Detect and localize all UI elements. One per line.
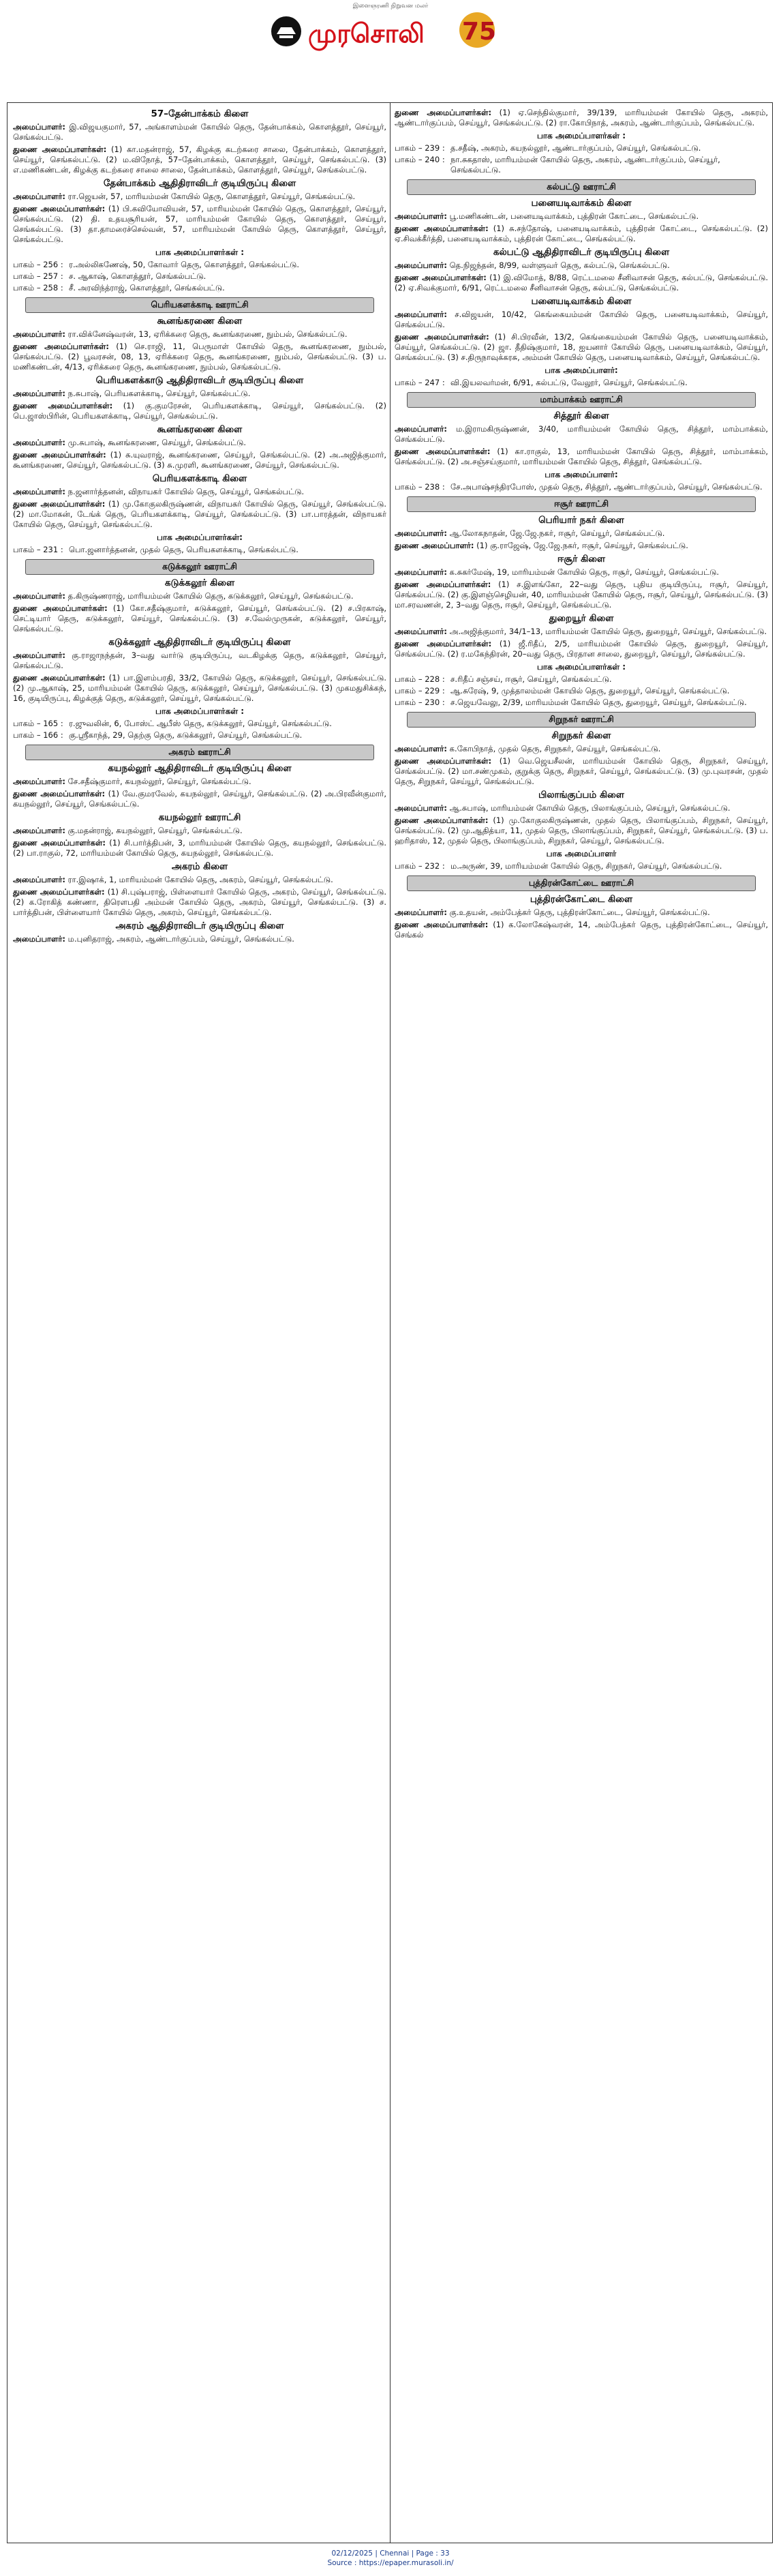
role-label: அமைப்பாளர்: — [13, 777, 66, 786]
entry-text: (1) கா.மதன்ராஜ், 57, கிழக்கு கடற்கரை சாலை, தேன்பாக்கம், கொளத்தூர், செய்யூர், செங்கல்பட்டு. (2) ம.விநோத், 57–தேன்பாக்கம், கொளத்தூர், செய்யூர், செங்கல்பட்டு. (3) எ.மணிகண்டன், கிழக்கு கடற்கரை சாலை சாலை, தேன்பாக்கம், கொளத்தூர், செய்யூர், செங்கல்பட்டு. — [13, 145, 386, 175]
appointment-entry — [395, 447, 768, 467]
role-label: அமைப்பாளர்: — [395, 310, 448, 319]
booth-entry — [13, 730, 386, 740]
role-label: துணை அமைப்பாளர்கள்: — [13, 887, 105, 897]
entry-text: (1) க.லோகேஷ்வரன், 14, அம்பேத்கர் தெரு, புத்திரன்கோட்டை, செய்யூர், செங்கல் — [395, 920, 769, 940]
entry-text: (1) கோ.சதீஷ்குமார், கடுக்கலூர், செய்யூர், செங்கல்பட்டு. (2) ச.பிரகாஷ், செட்டியார் தெரு, கடுக்கலூர், செய்யூர், செங்கல்பட்டு. (3) ச.வேல்முருகன், கடுக்கலூர், செய்யூர், செங்கல்பட்டு. — [13, 603, 386, 633]
role-label: துணை அமைப்பாளர்கள்: — [395, 224, 489, 233]
appointment-entry — [13, 342, 386, 372]
role-label: அமைப்பாளர்: — [395, 803, 448, 813]
branch-heading: கடுக்கலூர் ஆதிதிராவிடர் குடியிருப்பு கிளை — [108, 637, 291, 648]
entry-text: (1) கு.குமரேசன், பெரியகளக்காடி, செய்யூர், செங்கல்பட்டு. (2) பெ.ஜாஸ்பிரின், பெரியகளக்காடி, செய்யூர், செங்கல்பட்டு. — [13, 401, 386, 421]
entry-text: (1) சு.சந்தோஷ், பனையடிவாக்கம், புத்திரன் கோட்டை, செங்கல்பட்டு. (2) ஏ.சிவக்கீர்த்தி, பனையடிவாக்கம், புத்திரன் கோட்டை, செங்கல்பட்டு. — [395, 224, 768, 243]
booth-entry — [395, 698, 768, 708]
booth-number: பாகம் – 247 : — [395, 378, 445, 387]
appointment-entry — [13, 777, 386, 787]
appointment-entry — [395, 815, 768, 846]
booth-person: ர.அல்லிகணேஷ், 50, கோவார் தெரு, கொளத்தூர், செங்கல்பட்டு. — [69, 260, 300, 269]
appointment-entry — [395, 224, 768, 244]
booth-number: பாகம் – 238 : — [395, 482, 445, 492]
role-label: அமைப்பாளர்: — [13, 875, 66, 884]
booth-subheading: பாக அமைப்பாளர்: — [545, 470, 618, 479]
booth-person: ஆ.சுரேஷ், 9, முத்தாலம்மன் கோயில் தெரு, துறையூர், செய்யூர், செங்கல்பட்டு. — [450, 686, 730, 695]
booth-number: பாகம் – 256 : — [13, 260, 63, 269]
appointment-entry — [395, 332, 768, 363]
booth-subheading: பாக அமைப்பாளர் — [546, 849, 617, 858]
appointment-entry — [13, 329, 386, 340]
role-label: அமைப்பாளர்: — [395, 627, 448, 636]
branch-heading: கயநல்லூர் ஆதிதிராவிடர் குடியிருப்பு கிளை — [108, 763, 292, 774]
appointment-entry — [13, 204, 386, 245]
entry-text: கு.மதன்ராஜ், கயநல்லூர், செய்யூர், செங்கல்பட்டு. — [65, 826, 243, 835]
booth-number: பாகம் – 230 : — [395, 698, 445, 707]
role-label: அமைப்பாளர்: — [395, 567, 448, 577]
entry-text: அ.அஜித்குமார், 34/1–13, மாரியம்மன் கோயில் தெரு, துறையூர், செய்யூர், செங்கல்பட்டு. — [447, 627, 767, 636]
booth-person: கு.ஸ்ரீகாந்த், 29, தெற்கு தெரு, கடுக்கலூர், செய்யூர், செங்கல்பட்டு. — [69, 730, 303, 740]
role-label: துணை அமைப்பாளர்கள்: — [13, 603, 108, 613]
panchayat-banner: அகரம் ஊராட்சி — [25, 745, 374, 760]
entry-text: சே.சதீஷ்குமார், கயநல்லூர், செய்யூர், செங்கல்பட்டு. — [65, 777, 251, 786]
booth-number: பாகம் – 166 : — [13, 730, 63, 740]
role-label: துணை அமைப்பாளர்கள்: — [395, 447, 491, 456]
appointment-entry — [13, 438, 386, 448]
booth-entry — [395, 674, 768, 685]
branch-heading: சிறுநகர் கிளை — [551, 730, 611, 741]
footer-source-line: Source : https://epaper.murasoli.in/ — [327, 2559, 454, 2567]
booth-number: பாகம் – 229 : — [395, 686, 445, 695]
appointment-entry — [13, 401, 386, 421]
murasoli-logo — [225, 7, 552, 53]
branch-heading: கடுக்கலூர் கிளை — [164, 578, 235, 588]
entry-text: ந.சுபாஷ், பெரியகளக்காடி, செய்யூர், செங்கல்பட்டு. — [65, 389, 251, 398]
booth-entry — [13, 719, 386, 729]
appointment-entry — [13, 887, 386, 918]
appointment-entry — [395, 211, 768, 222]
appointment-entry — [13, 122, 386, 143]
role-label: துணை அமைப்பாளர்கள்: — [13, 401, 113, 410]
entry-text: (1) சி.பிரவீன், 13/2, கெங்கையம்மன் கோயில் தெரு, பனையடிவாக்கம், செய்யூர், செங்கல்பட்டு. (2) ஜா. தீதிஷ்குமார், 18, ஐயனார் கோயில் தெரு, பனையடிவாக்கம், செய்யூர், செங்கல்பட்டு. (3) ச.திருநாவுக்கரசு, அம்மன் கோயில் தெரு, பனையடிவாக்கம், செய்யூர், செங்கல்பட்டு. — [395, 332, 768, 362]
branch-heading: பெரியகளக்காடு ஆதிதிராவிடர் குடியிருப்பு கிளை — [95, 375, 304, 386]
role-label: துணை அமைப்பாளர்கள்: — [13, 789, 106, 798]
branch-heading: கல்பட்டு ஆதிதிராவிடர் குடியிருப்பு கிளை — [493, 247, 670, 258]
role-label: அமைப்பாளர்: — [13, 826, 66, 835]
role-label: அமைப்பாளர்: — [395, 528, 448, 538]
booth-number: பாகம் – 228 : — [395, 674, 445, 684]
panchayat-banner: மாம்பாக்கம் ஊராட்சி — [407, 392, 756, 408]
masthead-tagline: இளைஞரணி நிறுவன மலர் — [352, 3, 429, 10]
appointment-entry — [395, 310, 768, 330]
page-footer — [0, 2549, 781, 2568]
entry-text: (1) இ.விமோத், 8/88, ரெட்டமலை சீனிவாசன் தெரு, கல்பட்டு, செங்கல்பட்டு. (2) ஏ.சிவக்குமார், 6/91, ரெட்டமலை சீனிவாசன் தெரு, கல்பட்டு, செங்கல்பட்டு. — [395, 273, 768, 293]
appointment-entry — [13, 673, 386, 704]
branch-heading: தேன்பாக்கம் ஆதிதிராவிடர் குடியிருப்பு கிளை — [103, 178, 296, 189]
entry-text: ம.இராமகிருஷ்ணன், 3/40, மாரியம்மன் கோயில் தெரு, சித்தூர், மாம்பாக்கம், செங்கல்பட்டு. — [395, 424, 768, 444]
entry-text: மு.சுபாஷ், கூனங்கரணை, செய்யூர், செங்கல்பட்டு. — [65, 438, 247, 447]
appointment-entry — [13, 838, 386, 858]
appointment-entry — [13, 826, 386, 836]
entry-text: கு.உதயன், அம்பேத்கர் தெரு, புத்திரன்கோட்டை, செய்யூர், செங்கல்பட்டு. — [447, 908, 710, 917]
role-label: அமைப்பாளர்: — [395, 908, 448, 917]
article-box — [7, 102, 773, 2543]
entry-text: (1) பி.கவியோவியன், 57, மாரியம்மன் கோயில் தெரு, கொளத்தூர், செய்யூர், செங்கல்பட்டு. (2) தி. உதயசூரியன், 57, மாரியம்மன் கோயில் தெரு, கொளத்தூர், செய்யூர், செங்கல்பட்டு. (3) தா.தாமரைச்செல்வன், 57, மாரியம்மன் கோயில் தெரு, கொளத்தூர், செய்யூர், செங்கல்பட்டு. — [13, 204, 387, 244]
role-label: அமைப்பாளர்: — [13, 934, 66, 944]
booth-subheading: பாக அமைப்பாளர்கள் : — [536, 662, 626, 672]
entry-text: ம.புனிதராஜ், அகரம், ஆண்டார்குப்பம், செய்யூர், செங்கல்பட்டு. — [65, 934, 294, 944]
appointment-entry — [395, 908, 768, 918]
appointment-entry — [13, 192, 386, 202]
right-column — [395, 106, 768, 942]
entry-text: (1) கா.ராகுல், 13, மாரியம்மன் கோயில் தெரு, சித்தூர், மாம்பாக்கம், செங்கல்பட்டு. (2) அ.சஞ்சய்குமார், மாரியம்மன் கோயில் தெரு, சித்தூர், செங்கல்பட்டு. — [395, 447, 768, 466]
entry-text: ஆ.சுபாஷ், மாரியம்மன் கோயில் தெரு, பிலாங்குப்பம், செய்யூர், செங்கல்பட்டு. — [447, 803, 731, 813]
branch-heading: பனையடிவாக்கம் கிளை — [531, 198, 632, 209]
role-label: அமைப்பாளர்: — [13, 122, 66, 132]
booth-subheading: பாக அமைப்பாளர்கள் : — [155, 248, 245, 257]
booth-subheading: பாக அமைப்பாளர்: — [545, 365, 618, 375]
booth-number: பாகம் – 165 : — [13, 719, 63, 728]
panchayat-banner: கடுக்கலூர் ஊராட்சி — [25, 559, 374, 575]
appointment-entry — [13, 934, 386, 944]
role-label: அமைப்பாளர்: — [395, 260, 448, 270]
booth-person: ச.ரிதீப் சஞ்சய், ஈசூர், செய்யூர், செங்கல்பட்டு. — [450, 674, 612, 684]
entry-text: கு.ராஜாநந்தன், 3–வது வார்டு குடியிருப்பு, வடகிழக்கு தெரு, கடுக்கலூர், செய்யூர், செங்கல்பட்டு. — [13, 650, 386, 670]
booth-number: பாகம் – 257 : — [13, 271, 63, 281]
appointment-entry — [395, 639, 768, 659]
role-label: துணை அமைப்பாளர்: — [395, 541, 474, 550]
entry-text: க.சுகர்மேஷ், 19, மாரியம்மன் கோயில் தெரு, ஈசூர், செய்யூர், செங்கல்பட்டு. — [447, 567, 720, 577]
panchayat-banner: சிறுநகர் ஊராட்சி — [407, 712, 756, 728]
entry-text: (1) கு.ராஜேஷ், ஜே.ஜே.நகர், ஈசூர், செய்யூர், செங்கல்பட்டு. — [474, 541, 688, 550]
role-label: துணை அமைப்பாளர்கள்: — [13, 673, 106, 683]
role-label: துணை அமைப்பாளர்கள்: — [13, 145, 107, 154]
branch-heading: துறையூர் கிளை — [549, 613, 614, 624]
booth-entry — [395, 861, 768, 871]
role-label: துணை அமைப்பாளர்கள்: — [13, 838, 106, 848]
entry-text: இ.விஜயகுமார், 57, அங்காளம்மன் கோயில் தெரு, தேன்பாக்கம், கொளத்தூர், செய்யூர், செங்கல்பட்டு. — [13, 122, 386, 142]
entry-text: ஆ.லோகநாதன், ஜே.ஜே.நகர், ஈசூர், செய்யூர், செங்கல்பட்டு. — [447, 528, 665, 538]
entry-text: (1) வே.குமரவேல், கயநல்லூர், செய்யூர், செங்கல்பட்டு. (2) அ.பிரவீன்குமார், கயநல்லூர், செய்யூர், செங்கல்பட்டு. — [13, 789, 387, 809]
appointment-entry — [13, 145, 386, 175]
entry-text: (1) ஏ.செந்தில்குமார், 39/139, மாரியம்மன் கோயில் தெரு, அகரம், ஆண்டார்குப்பம், செய்யூர், செங்கல்பட்டு. (2) ரா.கோபிநாத், அகரம், ஆண்டார்குப்பம், செங்கல்பட்டு. — [395, 108, 768, 128]
booth-entry — [395, 143, 768, 153]
entry-text: ச.விஜயன், 10/42, கெங்கையம்மன் கோயில் தெரு, பனையடிவாக்கம், செய்யூர், செங்கல்பட்டு. — [395, 310, 768, 329]
entry-text: பூ.மணிகண்டன், பனையடிவாக்கம், புத்திரன் கோட்டை, செங்கல்பட்டு. — [447, 211, 699, 221]
role-label: அமைப்பாளர்: — [13, 389, 66, 398]
appointment-entry — [13, 650, 386, 671]
branch-heading: 57–தேன்பாக்கம் கிளை — [151, 108, 249, 119]
appointment-entry — [395, 273, 768, 293]
role-label: அமைப்பாளர்: — [13, 438, 66, 447]
entry-text: (1) சி.புஷ்பராஜ், பிள்ளையார் கோயில் தெரு, அகரம், செய்யூர், செங்கல்பட்டு. (2) க.ரோகித் கண்ணா, திரௌபதி அம்மன் கோயில் தெரு, அகரம், செய்யூர், செங்கல்பட்டு. (3) ச. பார்த்திபன், பிள்ளையார் கோயில் தெரு, அகரம், செய்யூர், செங்கல்பட்டு. — [13, 887, 387, 917]
booth-entry — [395, 155, 768, 175]
entry-text: ரா.இஷாக், 1, மாரியம்மன் கோயில் தெரு, அகரம், செய்யூர், செங்கல்பட்டு. — [65, 875, 333, 884]
role-label: துணை அமைப்பாளர்கள்: — [13, 450, 106, 460]
role-label: அமைப்பாளர்: — [13, 591, 66, 601]
booth-person: சே.அபாஷ்சந்திரபோஸ், முதல் தெரு, சித்தூர், ஆண்டார்குப்பம், செய்யூர், செங்கல்பட்டு. — [450, 482, 763, 492]
role-label: அமைப்பாளர்: — [395, 744, 448, 753]
booth-person: ச.ஜெயவேலு, 2/39, மாரியம்மன் கோயில் தெரு, துறையூர், செய்யூர், செங்கல்பட்டு. — [450, 698, 747, 707]
appointment-entry — [395, 567, 768, 578]
booth-entry — [13, 271, 386, 282]
role-label: துணை அமைப்பாளர்கள்: — [13, 499, 106, 509]
entry-text: (1) செ.ராஜி, 11, பெருமாள் கோயில் தெரு, கூனங்கரணை, நும்பல், செங்கல்பட்டு. (2) பூவரசன், 08, 13, ஏரிக்கரை தெரு, கூனங்கரணை, நும்பல், செங்கல்பட்டு. (3) ப. மணிகண்டன், 4/13, ஏரிக்கரை தெரு, கூனங்கரணை, நும்பல், செங்கல்பட்டு. — [13, 342, 386, 372]
booth-person: த.சதீஷ், அகரம், கயநல்லூர், ஆண்டார்குப்பம், செய்யூர், செங்கல்பட்டு. — [450, 143, 701, 153]
appointment-entry — [395, 260, 768, 271]
appointment-entry — [13, 875, 386, 885]
booth-subheading: பாக அமைப்பாளர்கள் : — [536, 131, 626, 140]
branch-heading: பெரியார் நகர் கிளை — [538, 515, 624, 526]
branch-heading: கூனங்கரணை கிளை — [157, 316, 243, 327]
booth-person: பொ.ஜனார்த்தனன், முதல் தெரு, பெரியகளக்காடி, செங்கல்பட்டு. — [69, 545, 298, 554]
entry-text: (1) ஜீ.ரிதீப், 2/5, மாரியம்மன் கோயில் தெரு, துறையூர், செய்யூர், செங்கல்பட்டு. (2) ர.மகேந்திரன், 20–வது தெரு, பிரதான சாலை, துறையூர், செய்யூர், செங்கல்பட்டு. — [395, 639, 768, 659]
appointment-entry — [395, 744, 768, 754]
role-label: துணை அமைப்பாளர்கள்: — [13, 204, 106, 213]
branch-heading: பிலாங்குப்பம் கிளை — [538, 790, 624, 800]
booth-number: பாகம் – 239 : — [395, 143, 445, 153]
branch-heading: பனையடிவாக்கம் கிளை — [531, 296, 632, 307]
entry-text: ரா.விக்னேஷ்வரன், 13, ஏரிக்கரை தெரு, கூனங்கரணை, நும்பல், செங்கல்பட்டு. — [65, 329, 348, 339]
role-label: துணை அமைப்பாளர்கள்: — [395, 273, 487, 282]
panchayat-banner: பெரியகளக்காடி ஊராட்சி — [25, 297, 374, 313]
booth-person: நா.சுகதாஸ், மாரியம்மன் கோயில் தெரு, அகரம், ஆண்டார்குப்பம், செய்யூர், செங்கல்பட்டு. — [450, 155, 720, 175]
role-label: அமைப்பாளர்: — [395, 424, 448, 434]
appointment-entry — [395, 108, 768, 128]
booth-person: ம.அருண், 39, மாரியம்மன் கோயில் தெரு, சிறுநகர், செய்யூர், செங்கல்பட்டு. — [450, 861, 722, 871]
appointment-entry — [395, 580, 768, 610]
entry-text: (1) சி.பார்த்திபன், 3, மாரியம்மன் கோயில் தெரு, கயநல்லூர், செங்கல்பட்டு. (2) பா.ராகுல், 72, மாரியம்மன் கோயில் தெரு, கயநல்லூர், செங்கல்பட்டு. — [13, 838, 387, 858]
entry-text: (1) சு.யுவராஜ், கூனங்கரணை, செய்யூர், செங்கல்பட்டு. (2) அ.அஜித்குமார், கூனங்கரணை, செய்யூர், செங்கல்பட்டு. (3) சு.முரளி, கூனங்கரணை, செய்யூர், செங்கல்பட்டு. — [13, 450, 386, 470]
branch-heading: அகரம் கிளை — [171, 861, 228, 872]
entry-text: (1) பா.இளம்பரதி, 33/2, கோயில் தெரு, கடுக்கலூர், செய்யூர், செங்கல்பட்டு. (2) மு.ஆகாஷ், 25, மாரியம்மன் கோயில் தெரு, கடுக்கலூர், செய்யூர், செங்கல்பட்டு. (3) முகமதுசிக்கந், 16, குடியிருப்பு, கிழக்குத் தெரு, கடுக்கலூர், செய்யூர், செங்கல்பட்டு. — [13, 673, 387, 703]
booth-entry — [395, 482, 768, 492]
entry-text: (1) ச.இளங்கோ, 22–வது தெரு, புதிய குடியிருப்பு, ஈசூர், செய்யூர், செங்கல்பட்டு. (2) கு.இளஞ்செழியன், 40, மாரியம்மன் கோயில் தெரு, ஈசூர், செய்யூர், செங்கல்பட்டு. (3) மா.சரவணன், 2, 3–வது தெரு, ஈசூர், செய்யூர், செங்கல்பட்டு. — [395, 580, 768, 610]
panchayat-banner: புத்திரன்கோட்டை ஊராட்சி — [407, 875, 756, 891]
anniversary-badge: 75 — [462, 18, 497, 46]
role-label: அமைப்பாளர்: — [13, 487, 66, 496]
entry-text: (1) மு.கோகுலகிருஷ்ணன், விநாயகர் கோயில் தெரு, செய்யூர், செங்கல்பட்டு. (2) மா.மோகன், டேங்க் தெரு, பெரியகளக்காடி, செய்யூர், செங்கல்பட்டு. (3) பா.பாரத்தன், விநாயகர் கோயில் தெரு, செய்யூர், செங்கல்பட்டு. — [13, 499, 386, 529]
entry-text: (1) மு.கோகுலகிருஷ்ணன், முதல் தெரு, பிலாங்குப்பம், சிறுநகர், செய்யூர், செங்கல்பட்டு. (2) மு.ஆதித்யா, 11, முதல் தெரு, பிலாங்குப்பம், சிறுநகர், செய்யூர், செங்கல்பட்டு. (3) ப. ஹரிதாஸ், 12, முதல் தெரு, பிலாங்குப்பம், சிறுநகர், செய்யூர், செங்கல்பட்டு. — [395, 815, 768, 845]
branch-heading: புத்திரன்கோட்டை கிளை — [530, 894, 633, 905]
masthead — [0, 0, 781, 56]
booth-entry — [395, 686, 768, 696]
entry-text: க.கோபிநாத், முதல் தெரு, சிறுநகர், செய்யூர், செங்கல்பட்டு. — [447, 744, 661, 753]
branch-heading: ஈசூர் கிளை — [557, 554, 606, 565]
entry-text: ந.ஜனார்த்தனன், விநாயகர் கோயில் தெரு, செய்யூர், செங்கல்பட்டு. — [65, 487, 305, 496]
role-label: அமைப்பாளர்: — [395, 211, 448, 221]
booth-number: பாகம் – 258 : — [13, 283, 63, 293]
appointment-entry — [395, 424, 768, 445]
entry-text: ரா.ஜெயன், 57, மாரியம்மன் கோயில் தெரு, கொளத்தூர், செய்யூர், செங்கல்பட்டு. — [65, 192, 356, 201]
booth-entry — [13, 283, 386, 293]
appointment-entry — [13, 499, 386, 530]
left-column — [13, 106, 386, 946]
appointment-entry — [395, 627, 768, 637]
role-label: துணை அமைப்பாளர்கள்: — [395, 580, 491, 589]
role-label: துணை அமைப்பாளர்கள்: — [395, 920, 489, 929]
entry-text: த.கிருஷ்ணராஜ், மாரியம்மன் கோயில் தெரு, கடுக்கலூர், செய்யூர், செங்கல்பட்டு. — [65, 591, 354, 601]
panchayat-banner: கல்பட்டு ஊராட்சி — [407, 179, 756, 195]
role-label: அமைப்பாளர்: — [13, 650, 66, 660]
entry-text: (1) வெ.ஜெயசீலன், மாரியம்மன் கோயில் தெரு, சிறுநகர், செய்யூர், செங்கல்பட்டு. (2) மா.சண்முகம், குறுக்கு தெரு, சிறுநகர், செய்யூர், செங்கல்பட்டு. (3) மு.புவரசன், முதல் தெரு, சிறுநகர், செய்யூர், செங்கல்பட்டு. — [395, 756, 768, 786]
appointment-entry — [395, 528, 768, 539]
booth-person: ர.ஜுவலின், 6, போஸ்ட் ஆபீஸ் தெரு, கடுக்கலூர், செய்யூர், செங்கல்பட்டு. — [69, 719, 332, 728]
appointment-entry — [13, 389, 386, 399]
appointment-entry — [13, 450, 386, 470]
appointment-entry — [13, 591, 386, 601]
role-label: அமைப்பாளர்: — [13, 329, 66, 339]
booth-person: ச. ஆகாஷ், கொளத்தூர், செங்கல்பட்டு. — [69, 271, 206, 281]
role-label: அமைப்பாளர்: — [13, 192, 66, 201]
panchayat-banner: ஈசூர் ஊராட்சி — [407, 496, 756, 512]
appointment-entry — [13, 789, 386, 809]
branch-heading: பெரியகளக்காடி கிளை — [152, 473, 247, 484]
appointment-entry — [395, 541, 768, 551]
logo-title: முரசொலி — [308, 18, 425, 48]
role-label: துணை அமைப்பாளர்கள்: — [395, 108, 492, 117]
branch-heading: கயநல்லூர் ஊராட்சி — [158, 812, 241, 823]
appointment-entry — [395, 920, 768, 940]
booth-entry — [13, 260, 386, 270]
appointment-entry — [13, 487, 386, 497]
appointment-entry — [395, 803, 768, 813]
branch-heading: கூனங்கரணை கிளை — [157, 424, 243, 435]
booth-person: சீ. அரவிந்த்ராஜ், கொளத்தூர், செங்கல்பட்டு. — [69, 283, 225, 293]
booth-number: பாகம் – 231 : — [13, 545, 63, 554]
entry-text: தெ.நிஜந்தன், 8/99, வள்ளுவர் தெரு, கல்பட்டு, செங்கல்பட்டு. — [447, 260, 670, 270]
booth-subheading: பாக அமைப்பாளர்கள்: — [157, 533, 243, 542]
booth-person: வி.இயலவர்மன், 6/91, கல்பட்டு, வேலூர், செய்யூர், செங்கல்பட்டு. — [450, 378, 688, 387]
booth-number: பாகம் – 240 : — [395, 155, 445, 164]
role-label: துணை அமைப்பாளர்கள்: — [395, 815, 489, 825]
role-label: துணை அமைப்பாளர்கள்: — [13, 342, 109, 351]
appointment-entry — [13, 603, 386, 634]
booth-number: பாகம் – 232 : — [395, 861, 445, 871]
branch-heading: அகரம் ஆதிதிராவிடர் குடியிருப்பு கிளை — [115, 920, 284, 931]
booth-entry — [395, 378, 768, 388]
appointment-entry — [395, 756, 768, 787]
role-label: துணை அமைப்பாளர்கள்: — [395, 756, 492, 766]
booth-subheading: பாக அமைப்பாளர்கள் : — [155, 706, 245, 716]
footer-date-line: 02/12/2025 | Chennai | Page : 33 — [331, 2549, 450, 2558]
booth-entry — [13, 545, 386, 555]
role-label: துணை அமைப்பாளர்கள்: — [395, 639, 492, 648]
role-label: துணை அமைப்பாளர்கள்: — [395, 332, 489, 342]
branch-heading: சித்தூர் கிளை — [553, 410, 609, 421]
